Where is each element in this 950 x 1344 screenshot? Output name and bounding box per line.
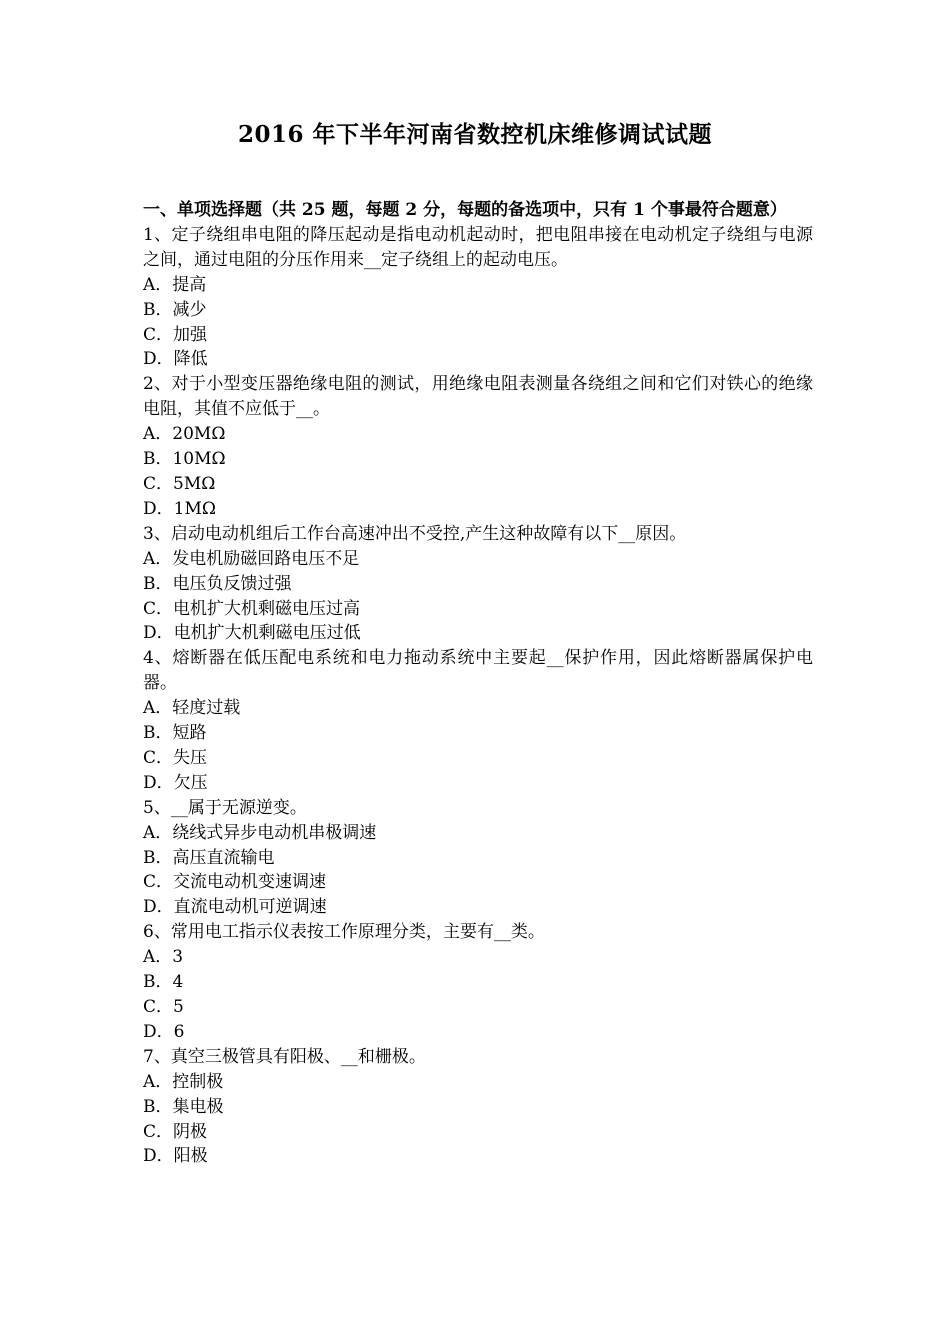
exam-content (143, 198, 813, 1169)
question-6 (143, 920, 813, 1045)
option-c: C．交流电动机变速调速 (143, 872, 327, 893)
question-text: 7、真空三极管具有阳极、__和栅极。 (143, 1046, 426, 1067)
question-7 (143, 1045, 813, 1170)
question-text: 3、启动电动机组后工作台高速冲出不受控,产生这种故障有以下__原因。 (143, 523, 687, 544)
option-a: A．3 (143, 947, 184, 968)
question-1 (143, 223, 813, 372)
option-c: C．加强 (143, 324, 208, 345)
option-c: C．失压 (143, 747, 208, 768)
document-title: 2016 年下半年河南省数控机床维修调试试题 (237, 121, 713, 148)
option-b: B．电压负反馈过强 (143, 573, 292, 594)
option-a: A．控制极 (143, 1071, 224, 1092)
option-d: D．电机扩大机剩磁电压过低 (143, 623, 361, 644)
option-b: B．减少 (143, 299, 207, 320)
option-a: A．绕线式异步电动机串极调速 (143, 822, 377, 843)
option-a: A．轻度过载 (143, 698, 241, 719)
section-heading: 一、单项选择题（共 25 题，每题 2 分，每题的备选项中，只有 1 个事最符合题意） (143, 200, 787, 220)
option-b: B．10MΩ (143, 449, 226, 470)
question-text: 4、熔断器在低压配电系统和电力拖动系统中主要起__保护作用，因此熔断器属保护电器。 (143, 648, 813, 694)
option-d: D．1MΩ (143, 498, 216, 519)
option-d: D．欠压 (143, 772, 208, 793)
option-b: B．高压直流输电 (143, 847, 275, 868)
option-c: C．5 (143, 997, 184, 1017)
question-5 (143, 796, 813, 921)
question-text: 2、对于小型变压器绝缘电阻的测试，用绝缘电阻表测量各绕组之间和它们对铁心的绝缘电阻，其值不应低于__。 (143, 374, 813, 420)
question-3 (143, 522, 813, 647)
option-d: D．6 (143, 1021, 185, 1042)
option-b: B．集电极 (143, 1096, 224, 1117)
question-text: 1、定子绕组串电阻的降压起动是指电动机起动时，把电阻串接在电动机定子绕组与电源之间，通过电阻的分压作用来__定子绕组上的起动电压。 (143, 224, 813, 270)
question-2 (143, 372, 813, 521)
option-b: B．短路 (143, 723, 207, 744)
option-d: D．降低 (143, 349, 208, 370)
option-d: D．直流电动机可逆调速 (143, 897, 327, 918)
option-d: D．阳极 (143, 1146, 208, 1167)
question-text: 5、__属于无源逆变。 (143, 797, 307, 818)
option-b: B．4 (143, 972, 184, 993)
option-c: C．电机扩大机剩磁电压过高 (143, 598, 361, 619)
option-a: A．发电机励磁回路电压不足 (143, 548, 360, 569)
option-a: A．提高 (143, 274, 207, 295)
option-a: A．20MΩ (143, 424, 226, 445)
question-text: 6、常用电工指示仪表按工作原理分类，主要有__类。 (143, 922, 545, 943)
option-c: C．5MΩ (143, 473, 216, 494)
question-4 (143, 646, 813, 795)
option-c: C．阴极 (143, 1121, 208, 1142)
